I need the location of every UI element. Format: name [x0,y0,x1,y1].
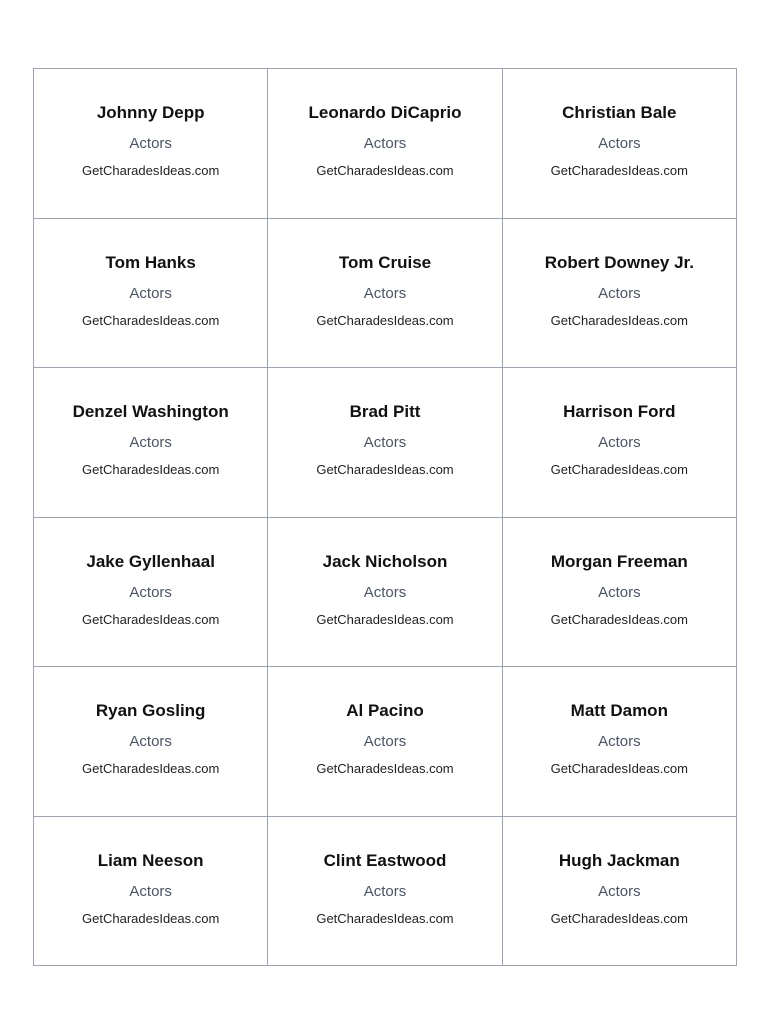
card-site: GetCharadesIdeas.com [550,761,688,777]
card-site: GetCharadesIdeas.com [316,462,454,478]
card-category: Actors [598,733,641,751]
charades-card [34,368,268,518]
card-category: Actors [598,434,641,452]
card-category: Actors [598,882,641,900]
charades-card [34,69,268,219]
card-name: Ryan Gosling [95,701,206,721]
card-category: Actors [363,583,407,601]
card-name: Matt Damon [570,701,668,721]
card-category: Actors [363,882,407,900]
card-site: GetCharadesIdeas.com [82,910,220,926]
card-name: Christian Bale [562,103,677,123]
card-name: Clint Eastwood [323,850,447,870]
card-category: Actors [129,733,172,751]
charades-card [503,518,737,668]
card-site: GetCharadesIdeas.com [550,611,688,627]
charades-card [268,817,502,967]
card-name: Morgan Freeman [550,551,688,571]
charades-card-sheet [33,68,737,966]
card-category: Actors [129,434,172,452]
card-name: Al Pacino [346,701,424,721]
charades-card [503,368,737,518]
card-category: Actors [129,284,172,302]
card-name: Robert Downey Jr. [544,252,694,272]
card-name: Johnny Depp [96,103,205,123]
card-category: Actors [129,583,172,601]
card-category: Actors [129,135,172,153]
card-name: Tom Hanks [105,252,196,272]
card-name: Jack Nicholson [322,551,448,571]
card-site: GetCharadesIdeas.com [82,761,220,777]
card-category: Actors [598,135,641,153]
card-site: GetCharadesIdeas.com [316,910,454,926]
charades-card [503,817,737,967]
charades-card [34,219,268,369]
charades-card [268,368,502,518]
card-site: GetCharadesIdeas.com [82,462,220,478]
card-site: GetCharadesIdeas.com [82,611,220,627]
card-site: GetCharadesIdeas.com [82,312,220,328]
card-category: Actors [363,733,407,751]
card-name: Tom Cruise [338,252,432,272]
card-name: Hugh Jackman [558,850,680,870]
charades-card [503,667,737,817]
charades-card [34,667,268,817]
charades-card [268,667,502,817]
card-name: Harrison Ford [563,402,676,422]
charades-card [268,518,502,668]
card-site: GetCharadesIdeas.com [550,163,688,179]
card-category: Actors [129,882,172,900]
card-site: GetCharadesIdeas.com [316,611,454,627]
charades-card [268,69,502,219]
card-site: GetCharadesIdeas.com [316,163,454,179]
card-site: GetCharadesIdeas.com [316,761,454,777]
card-category: Actors [363,434,407,452]
card-category: Actors [598,583,641,601]
card-category: Actors [363,135,407,153]
card-site: GetCharadesIdeas.com [82,163,220,179]
card-name: Liam Neeson [97,850,204,870]
card-name: Brad Pitt [349,402,421,422]
card-name: Leonardo DiCaprio [308,103,462,123]
card-site: GetCharadesIdeas.com [316,312,454,328]
card-site: GetCharadesIdeas.com [550,312,688,328]
charades-card [268,219,502,369]
card-site: GetCharadesIdeas.com [550,910,688,926]
charades-card [34,817,268,967]
card-name: Denzel Washington [72,402,229,422]
card-category: Actors [598,284,641,302]
card-site: GetCharadesIdeas.com [550,462,688,478]
card-category: Actors [363,284,407,302]
charades-card [34,518,268,668]
card-name: Jake Gyllenhaal [86,551,215,571]
charades-card [503,69,737,219]
charades-card [503,219,737,369]
